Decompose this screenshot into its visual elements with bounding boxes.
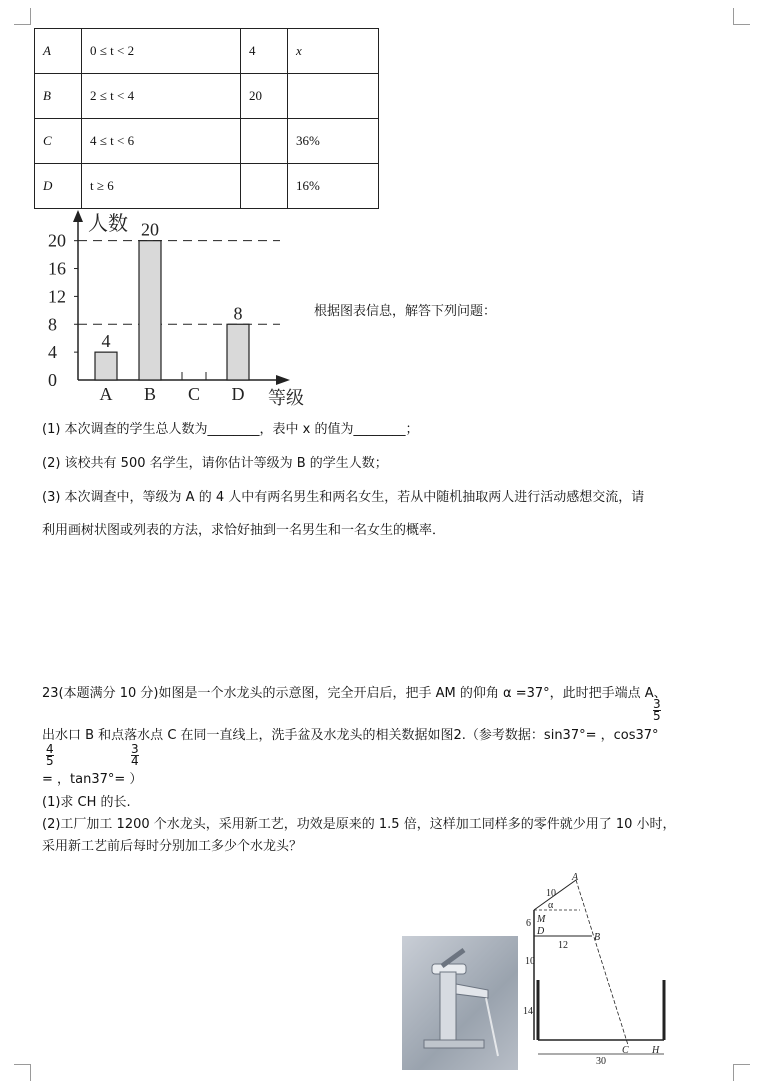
y-axis-arrow-icon	[73, 210, 83, 222]
question-1: (1) 本次调查的学生总人数为________，表中 x 的值为________；	[42, 422, 419, 437]
y-axis-label: 人数	[88, 213, 128, 235]
bar	[95, 352, 117, 380]
fraction-denominator: 4	[131, 754, 139, 768]
dimension-md: 6	[526, 918, 531, 929]
x-tick-label: C	[187, 384, 201, 404]
dimension-db: 12	[558, 940, 568, 951]
x-axis-label: 等级	[268, 388, 304, 408]
x-tick-label: B	[143, 384, 157, 404]
y-tick-label: 20	[48, 230, 66, 251]
table-cell-grade: C	[35, 119, 82, 164]
fraction-numerator: 3	[653, 697, 661, 711]
data-label: 8	[233, 303, 243, 324]
table-row	[35, 119, 379, 164]
label-a: A	[572, 872, 579, 883]
fraction-numerator: 3	[131, 742, 139, 756]
dimension-basin-width: 30	[596, 1056, 606, 1065]
problem-23-line-2: 出水口 B 和点落水点 C 在同一直线上，洗手盆及水龙头的相关数据如图2.（参考数据：sin37°= ，cos37°	[42, 728, 659, 743]
instruction-text: 根据图表信息，解答下列问题：	[314, 304, 497, 319]
table-cell-range: 4 ≤ t < 6	[82, 119, 241, 164]
faucet-diagram	[520, 870, 670, 1065]
x-tick-label: D	[231, 384, 245, 404]
question-3-line-2: 利用画树状图或列表的方法，求恰好抽到一名男生和一名女生的概率．	[42, 523, 446, 538]
label-h: H	[652, 1045, 660, 1056]
y-tick-label: 16	[48, 258, 66, 279]
table-cell-grade: B	[35, 74, 82, 119]
dimension-am: 10	[546, 888, 556, 899]
data-label: 20	[141, 219, 159, 240]
x-tick-label: A	[99, 384, 113, 404]
fraction-sin	[653, 699, 661, 722]
fraction-tan	[131, 744, 139, 767]
water-line-abc	[576, 880, 628, 1045]
data-label: 4	[101, 331, 111, 352]
label-b: B	[594, 932, 601, 943]
label-d: D	[537, 926, 545, 937]
table-cell-grade: D	[35, 164, 82, 209]
y-tick-label: 12	[48, 286, 66, 307]
table-row	[35, 29, 379, 74]
question-2: (2) 该校共有 500 名学生，请你估计等级为 B 的学生人数；	[42, 456, 388, 471]
table-cell-count	[241, 164, 288, 209]
y-tick-label: 8	[48, 314, 57, 335]
table-cell-count: 4	[241, 29, 288, 74]
table-cell-range: 2 ≤ t < 4	[82, 74, 241, 119]
x-axis-arrow-icon	[276, 375, 290, 385]
table-cell-grade: A	[35, 29, 82, 74]
table-cell-count: 20	[241, 74, 288, 119]
fraction-numerator: 4	[46, 742, 54, 756]
bar-chart	[40, 208, 330, 408]
problem-23-question-1: (1)求 CH 的长.	[42, 795, 131, 810]
fraction-denominator: 5	[46, 754, 54, 768]
y-tick-label: 0	[48, 370, 57, 390]
y-tick-label: 4	[48, 342, 57, 363]
table-row	[35, 164, 379, 209]
bar	[139, 241, 161, 380]
label-alpha: α	[548, 900, 554, 911]
table-cell-percent: 36%	[288, 119, 379, 164]
label-m: M	[537, 914, 546, 925]
problem-23-question-2-line-1: (2)工厂加工 1200 个水龙头，采用新工艺，功效是原来的 1.5 倍，这样加工同样多的零件就少用了 10 小时，	[42, 817, 676, 832]
bar	[227, 324, 249, 380]
table-cell-count	[241, 119, 288, 164]
faucet-photo	[402, 936, 518, 1070]
table-cell-range: 0 ≤ t < 2	[82, 29, 241, 74]
faucet-icon	[402, 936, 518, 1070]
question-3-line-1: (3) 本次调查中，等级为 A 的 4 人中有两名男生和两名女生，若从中随机抽取两人进行活动感想交流，请	[42, 490, 645, 505]
fraction-cos	[46, 744, 54, 767]
page-corner-mark	[733, 1064, 750, 1081]
table-cell-percent: x	[288, 29, 379, 74]
page-corner-mark	[14, 8, 31, 25]
table-cell-percent: 16%	[288, 164, 379, 209]
problem-23-line-1: 23(本题满分 10 分)如图是一个水龙头的示意图，完全开启后，把手 AM 的仰角 α =37°，此时把手端点 A、	[42, 686, 667, 701]
page-corner-mark	[733, 8, 750, 25]
label-c: C	[622, 1045, 629, 1056]
problem-23-line-3: = ，tan37°= ）	[42, 772, 143, 787]
grade-table	[34, 28, 379, 209]
table-cell-percent	[288, 74, 379, 119]
dimension-d-down: 10	[525, 956, 535, 967]
page-corner-mark	[14, 1064, 31, 1081]
table-row	[35, 74, 379, 119]
dimension-basin-height: 14	[523, 1006, 533, 1017]
fraction-denominator: 5	[653, 709, 661, 723]
problem-23-question-2-line-2: 采用新工艺前后每时分别加工多少个水龙头？	[42, 839, 303, 854]
table-cell-range: t ≥ 6	[82, 164, 241, 209]
